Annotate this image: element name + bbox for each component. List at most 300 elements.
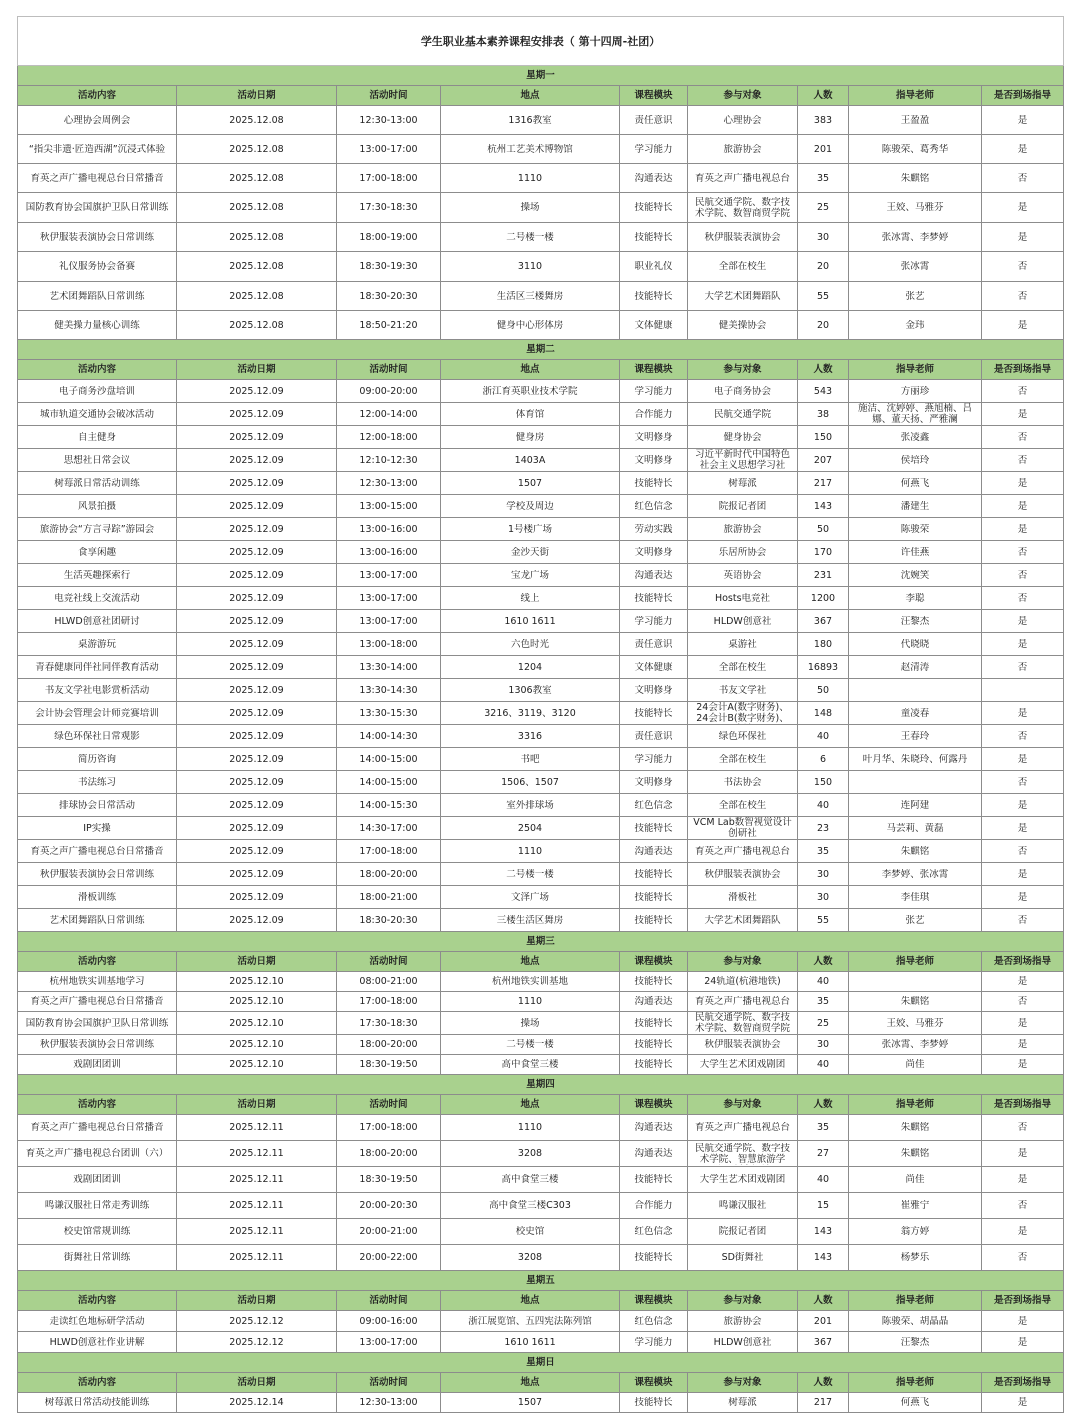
- teacher-value: 杨梦乐: [900, 1252, 930, 1263]
- date-value: 2025.12.08: [229, 261, 284, 272]
- activity-value: 秋伊服装表演协会日常训练: [39, 1039, 154, 1050]
- teacher-value: 张冰霄: [900, 261, 930, 272]
- onsite-value: 否: [1017, 569, 1028, 581]
- day-label: 星期三: [18, 932, 1064, 952]
- teacher-value: 李聪: [905, 592, 925, 604]
- teacher-value: 张冰霄、李梦婷: [881, 1039, 949, 1050]
- cell-count: [798, 495, 849, 518]
- count-value: 23: [816, 822, 830, 834]
- cell-module: [620, 135, 688, 164]
- cell-onsite: [982, 426, 1064, 449]
- cell-participants: [688, 587, 798, 610]
- cell-location: [441, 794, 620, 817]
- count-value: 20: [816, 319, 830, 331]
- cell-module: [620, 702, 688, 725]
- onsite-value: 是: [1017, 1397, 1028, 1408]
- location-value: 书吧: [520, 753, 540, 765]
- cell-module: [620, 252, 688, 282]
- participants-value: 书友文学社: [718, 684, 767, 696]
- cell-activity: [18, 771, 177, 794]
- cell-module: [620, 1167, 688, 1193]
- schedule-sheet: [17, 16, 1063, 1413]
- table-row: [18, 1035, 1064, 1055]
- cell-date: [177, 495, 337, 518]
- onsite-value: 否: [1017, 1200, 1028, 1211]
- table-row: [18, 1141, 1064, 1167]
- module-value: 技能特长: [634, 1397, 673, 1408]
- table-row: [18, 380, 1064, 403]
- cell-count: [798, 1332, 849, 1353]
- participants-value: 英语协会: [723, 569, 762, 581]
- cell-date: [177, 518, 337, 541]
- cell-module: [620, 449, 688, 472]
- cell-activity: [18, 564, 177, 587]
- teacher-value: 童凌春: [900, 707, 930, 719]
- cell-participants: [688, 426, 798, 449]
- day-label: 星期日: [18, 1353, 1064, 1373]
- teacher-value: 翁方婷: [900, 1226, 930, 1237]
- module-value: 文明修身: [634, 776, 673, 788]
- cell-module: [620, 164, 688, 193]
- cell-count: [798, 1393, 849, 1413]
- column-header-count: 人数: [798, 86, 849, 106]
- table-row: [18, 702, 1064, 725]
- participants-value: 民航交通学院、数字技术学院、数智商贸学院: [694, 196, 790, 219]
- cell-date: [177, 380, 337, 403]
- cell-module: [620, 472, 688, 495]
- day-label: 星期四: [18, 1075, 1064, 1095]
- cell-onsite: [982, 135, 1064, 164]
- cell-time: [337, 472, 441, 495]
- cell-module: [620, 1245, 688, 1271]
- column-header-activity: 活动内容: [18, 86, 177, 106]
- cell-teacher: [849, 794, 982, 817]
- cell-time: [337, 403, 441, 426]
- cell-module: [620, 518, 688, 541]
- time-value: 18:00-20:00: [359, 1039, 418, 1050]
- cell-date: [177, 840, 337, 863]
- cell-onsite: [982, 1115, 1064, 1141]
- cell-location: [441, 1193, 620, 1219]
- cell-participants: [688, 610, 798, 633]
- cell-onsite: [982, 633, 1064, 656]
- count-value: 30: [816, 1039, 830, 1050]
- cell-module: [620, 794, 688, 817]
- cell-participants: [688, 909, 798, 932]
- cell-activity: [18, 1115, 177, 1141]
- participants-value: Hosts电竞社: [714, 592, 771, 604]
- activity-value: IP实操: [83, 822, 111, 834]
- cell-module: [620, 1141, 688, 1167]
- cell-date: [177, 633, 337, 656]
- cell-activity: [18, 311, 177, 340]
- onsite-value: 是: [1017, 1148, 1028, 1159]
- cell-participants: [688, 1141, 798, 1167]
- location-value: 1316教室: [508, 114, 552, 126]
- module-value: 技能特长: [634, 914, 673, 926]
- cell-date: [177, 106, 337, 135]
- cell-date: [177, 472, 337, 495]
- time-value: 13:00-16:00: [359, 546, 418, 558]
- count-value: 180: [813, 638, 833, 650]
- activity-value: 食享闲趣: [77, 546, 116, 558]
- location-value: 3216、3119、3120: [484, 707, 576, 719]
- module-value: 技能特长: [634, 1059, 673, 1070]
- location-value: 1507: [517, 477, 543, 489]
- cell-module: [620, 992, 688, 1012]
- time-value: 20:00-22:00: [359, 1252, 418, 1263]
- cell-count: [798, 702, 849, 725]
- table-row: [18, 656, 1064, 679]
- location-value: 宝龙广场: [510, 569, 549, 581]
- column-header-teacher: 指导老师: [849, 952, 982, 972]
- cell-count: [798, 380, 849, 403]
- teacher-value: 马芸莉、黄磊: [886, 822, 944, 834]
- column-header-location: 地点: [441, 360, 620, 380]
- cell-teacher: [849, 1141, 982, 1167]
- activity-value: 自主健身: [77, 431, 116, 443]
- date-value: 2025.12.09: [229, 408, 284, 420]
- cell-module: [620, 633, 688, 656]
- table-row: [18, 282, 1064, 311]
- location-value: 学校及周边: [506, 500, 554, 512]
- day-header-row: [18, 932, 1064, 952]
- module-value: 文明修身: [634, 684, 673, 696]
- location-value: 1306教室: [508, 684, 552, 696]
- column-header-time: 活动时间: [337, 360, 441, 380]
- count-value: 150: [813, 776, 833, 788]
- module-value: 沟通表达: [634, 172, 673, 184]
- activity-value: 杭州地铁实训基地学习: [49, 976, 145, 987]
- participants-value: 全部在校生: [718, 799, 767, 811]
- cell-count: [798, 610, 849, 633]
- date-value: 2025.12.09: [229, 707, 284, 719]
- cell-onsite: [982, 252, 1064, 282]
- cell-onsite: [982, 1055, 1064, 1075]
- table-row: [18, 1012, 1064, 1035]
- cell-location: [441, 1055, 620, 1075]
- activity-value: 艺术团舞蹈队日常训练: [49, 290, 145, 302]
- location-value: 杭州地铁实训基地: [491, 976, 568, 987]
- cell-time: [337, 725, 441, 748]
- cell-location: [441, 472, 620, 495]
- activity-value: 走读红色地标研学活动: [49, 1315, 145, 1327]
- onsite-value: 否: [1017, 261, 1028, 272]
- cell-date: [177, 909, 337, 932]
- time-value: 18:30-20:30: [359, 914, 418, 926]
- cell-location: [441, 817, 620, 840]
- participants-value: 乐居所协会: [718, 546, 767, 558]
- activity-value: 城市轨道交通协会破冰活动: [39, 408, 154, 420]
- date-value: 2025.12.10: [229, 996, 284, 1007]
- cell-module: [620, 610, 688, 633]
- cell-teacher: [849, 1219, 982, 1245]
- time-value: 13:30-14:00: [359, 661, 418, 673]
- cell-participants: [688, 771, 798, 794]
- onsite-value: 是: [1017, 1315, 1028, 1327]
- cell-time: [337, 794, 441, 817]
- cell-activity: [18, 1141, 177, 1167]
- teacher-value: 潘建生: [900, 500, 930, 512]
- location-value: 二号楼一楼: [506, 868, 554, 880]
- table-row: [18, 748, 1064, 771]
- cell-date: [177, 426, 337, 449]
- cell-count: [798, 679, 849, 702]
- onsite-value: 是: [1017, 868, 1028, 880]
- cell-participants: [688, 311, 798, 340]
- table-row: [18, 106, 1064, 135]
- cell-time: [337, 1245, 441, 1271]
- module-value: 文明修身: [634, 454, 673, 466]
- onsite-value: 否: [1017, 385, 1028, 397]
- module-value: 红色信念: [634, 500, 673, 512]
- cell-date: [177, 679, 337, 702]
- participants-value: 健美操协会: [718, 319, 767, 331]
- day-label: 星期一: [18, 66, 1064, 86]
- cell-time: [337, 1035, 441, 1055]
- time-value: 17:00-18:00: [359, 996, 418, 1007]
- table-row: [18, 840, 1064, 863]
- day-header-row: [18, 1353, 1064, 1373]
- activity-value: 风景拍摄: [77, 500, 116, 512]
- cell-time: [337, 702, 441, 725]
- cell-onsite: [982, 472, 1064, 495]
- cell-count: [798, 1035, 849, 1055]
- date-value: 2025.12.09: [229, 615, 284, 627]
- cell-module: [620, 1012, 688, 1035]
- table-row: [18, 311, 1064, 340]
- count-value: 40: [816, 976, 830, 987]
- participants-value: 树莓派: [728, 1397, 757, 1408]
- activity-value: 秋伊服装表演协会日常训练: [39, 231, 154, 243]
- date-value: 2025.12.08: [229, 143, 284, 155]
- column-header-participants: 参与对象: [688, 952, 798, 972]
- cell-count: [798, 518, 849, 541]
- cell-onsite: [982, 223, 1064, 252]
- cell-time: [337, 311, 441, 340]
- column-header-time: 活动时间: [337, 952, 441, 972]
- cell-onsite: [982, 106, 1064, 135]
- cell-count: [798, 1219, 849, 1245]
- cell-time: [337, 886, 441, 909]
- activity-value: 校史馆常规训练: [63, 1226, 131, 1237]
- location-value: 二号楼一楼: [506, 1039, 554, 1050]
- location-value: 杭州工艺美术博物馆: [487, 143, 573, 155]
- activity-value: 树莓派日常活动技能训练: [44, 1397, 150, 1408]
- column-header-activity: 活动内容: [18, 1373, 177, 1393]
- cell-participants: [688, 518, 798, 541]
- teacher-value: 张凌鑫: [900, 431, 930, 443]
- cell-activity: [18, 403, 177, 426]
- cell-location: [441, 679, 620, 702]
- cell-participants: [688, 863, 798, 886]
- cell-location: [441, 1245, 620, 1271]
- cell-time: [337, 380, 441, 403]
- cell-teacher: [849, 1055, 982, 1075]
- count-value: 148: [813, 707, 833, 719]
- cell-time: [337, 840, 441, 863]
- participants-value: 大学艺术团舞蹈队: [704, 914, 781, 926]
- cell-location: [441, 633, 620, 656]
- cell-time: [337, 1332, 441, 1353]
- cell-module: [620, 1311, 688, 1332]
- cell-location: [441, 541, 620, 564]
- cell-module: [620, 1055, 688, 1075]
- time-value: 17:00-18:00: [359, 1122, 418, 1133]
- cell-location: [441, 164, 620, 193]
- time-value: 12:00-14:00: [359, 408, 418, 420]
- cell-date: [177, 1012, 337, 1035]
- cell-activity: [18, 679, 177, 702]
- count-value: 35: [816, 172, 830, 184]
- cell-teacher: [849, 972, 982, 992]
- module-value: 责任意识: [634, 730, 673, 742]
- column-header-teacher: 指导老师: [849, 1095, 982, 1115]
- table-row: [18, 1332, 1064, 1353]
- cell-time: [337, 610, 441, 633]
- cell-time: [337, 518, 441, 541]
- cell-onsite: [982, 449, 1064, 472]
- date-value: 2025.12.08: [229, 172, 284, 184]
- participants-value: 民航交通学院、数字技术学院、数智商贸学院: [694, 1012, 790, 1034]
- day-header-row: [18, 1075, 1064, 1095]
- column-header-activity: 活动内容: [18, 952, 177, 972]
- cell-location: [441, 909, 620, 932]
- cell-count: [798, 426, 849, 449]
- column-header-participants: 参与对象: [688, 86, 798, 106]
- teacher-value: 尚佳: [905, 1174, 925, 1185]
- cell-participants: [688, 564, 798, 587]
- onsite-value: 是: [1017, 231, 1028, 243]
- cell-activity: [18, 909, 177, 932]
- date-value: 2025.12.09: [229, 799, 284, 811]
- date-value: 2025.12.11: [229, 1226, 284, 1237]
- teacher-value: 陈骏荣: [900, 523, 930, 535]
- module-value: 技能特长: [634, 707, 673, 719]
- module-value: 学习能力: [634, 615, 673, 627]
- cell-count: [798, 106, 849, 135]
- cell-activity: [18, 1311, 177, 1332]
- cell-onsite: [982, 1393, 1064, 1413]
- table-row: [18, 1219, 1064, 1245]
- cell-activity: [18, 380, 177, 403]
- time-value: 09:00-16:00: [359, 1315, 418, 1327]
- cell-teacher: [849, 135, 982, 164]
- cell-teacher: [849, 886, 982, 909]
- column-header-row: [18, 86, 1064, 106]
- cell-location: [441, 1332, 620, 1353]
- cell-activity: [18, 193, 177, 223]
- cell-location: [441, 771, 620, 794]
- table-row: [18, 223, 1064, 252]
- module-value: 合作能力: [634, 1200, 673, 1211]
- count-value: 16893: [807, 661, 839, 673]
- onsite-value: 是: [1017, 1174, 1028, 1185]
- count-value: 50: [816, 684, 830, 696]
- time-value: 17:30-18:30: [359, 202, 418, 213]
- cell-teacher: [849, 656, 982, 679]
- participants-value: 秋伊服装表演协会: [704, 231, 781, 243]
- onsite-value: 是: [1017, 799, 1028, 811]
- count-value: 25: [816, 202, 830, 213]
- cell-time: [337, 972, 441, 992]
- cell-location: [441, 863, 620, 886]
- onsite-value: 否: [1017, 730, 1028, 742]
- onsite-value: 是: [1017, 143, 1028, 155]
- column-header-teacher: 指导老师: [849, 86, 982, 106]
- location-value: 健身中心形体房: [496, 319, 564, 331]
- participants-value: VCM Lab数智视觉设计创研社: [693, 817, 792, 839]
- cell-module: [620, 886, 688, 909]
- cell-participants: [688, 817, 798, 840]
- time-value: 20:00-20:30: [359, 1200, 418, 1211]
- cell-location: [441, 1012, 620, 1035]
- onsite-value: 是: [1017, 523, 1028, 535]
- cell-count: [798, 771, 849, 794]
- column-header-row: [18, 360, 1064, 380]
- cell-location: [441, 252, 620, 282]
- date-value: 2025.12.09: [229, 730, 284, 742]
- teacher-value: 朱麒铭: [900, 172, 930, 184]
- cell-date: [177, 748, 337, 771]
- table-row: [18, 1167, 1064, 1193]
- cell-participants: [688, 223, 798, 252]
- participants-value: 24轨道(杭港地铁): [704, 976, 781, 987]
- onsite-value: 是: [1017, 1226, 1028, 1237]
- participants-value: 书法协会: [723, 776, 762, 788]
- table-row: [18, 1311, 1064, 1332]
- location-value: 1506、1507: [501, 776, 559, 788]
- cell-count: [798, 1055, 849, 1075]
- date-value: 2025.12.09: [229, 592, 284, 604]
- cell-count: [798, 633, 849, 656]
- cell-onsite: [982, 1035, 1064, 1055]
- cell-participants: [688, 1219, 798, 1245]
- time-value: 12:30-13:00: [359, 477, 418, 489]
- cell-module: [620, 840, 688, 863]
- count-value: 55: [816, 914, 830, 926]
- location-value: 1号楼广场: [507, 523, 553, 535]
- cell-date: [177, 193, 337, 223]
- cell-activity: [18, 656, 177, 679]
- time-value: 17:00-18:00: [359, 845, 418, 857]
- module-value: 技能特长: [634, 868, 673, 880]
- cell-onsite: [982, 403, 1064, 426]
- column-header-participants: 参与对象: [688, 1373, 798, 1393]
- participants-value: 民航交通学院: [713, 408, 771, 420]
- column-header-count: 人数: [798, 1095, 849, 1115]
- cell-count: [798, 449, 849, 472]
- count-value: 27: [816, 1148, 830, 1159]
- cell-teacher: [849, 311, 982, 340]
- cell-participants: [688, 886, 798, 909]
- cell-location: [441, 702, 620, 725]
- column-header-location: 地点: [441, 1373, 620, 1393]
- cell-date: [177, 541, 337, 564]
- table-row: [18, 863, 1064, 886]
- cell-activity: [18, 886, 177, 909]
- participants-value: 全部在校生: [718, 753, 767, 765]
- cell-activity: [18, 725, 177, 748]
- location-value: 室外排球场: [506, 799, 554, 811]
- cell-date: [177, 403, 337, 426]
- location-value: 生活区三楼舞房: [496, 290, 564, 302]
- location-value: 操场: [520, 1017, 540, 1029]
- cell-onsite: [982, 817, 1064, 840]
- cell-participants: [688, 1332, 798, 1353]
- teacher-value: 方丽珍: [900, 385, 930, 397]
- participants-value: SD街舞社: [721, 1252, 764, 1263]
